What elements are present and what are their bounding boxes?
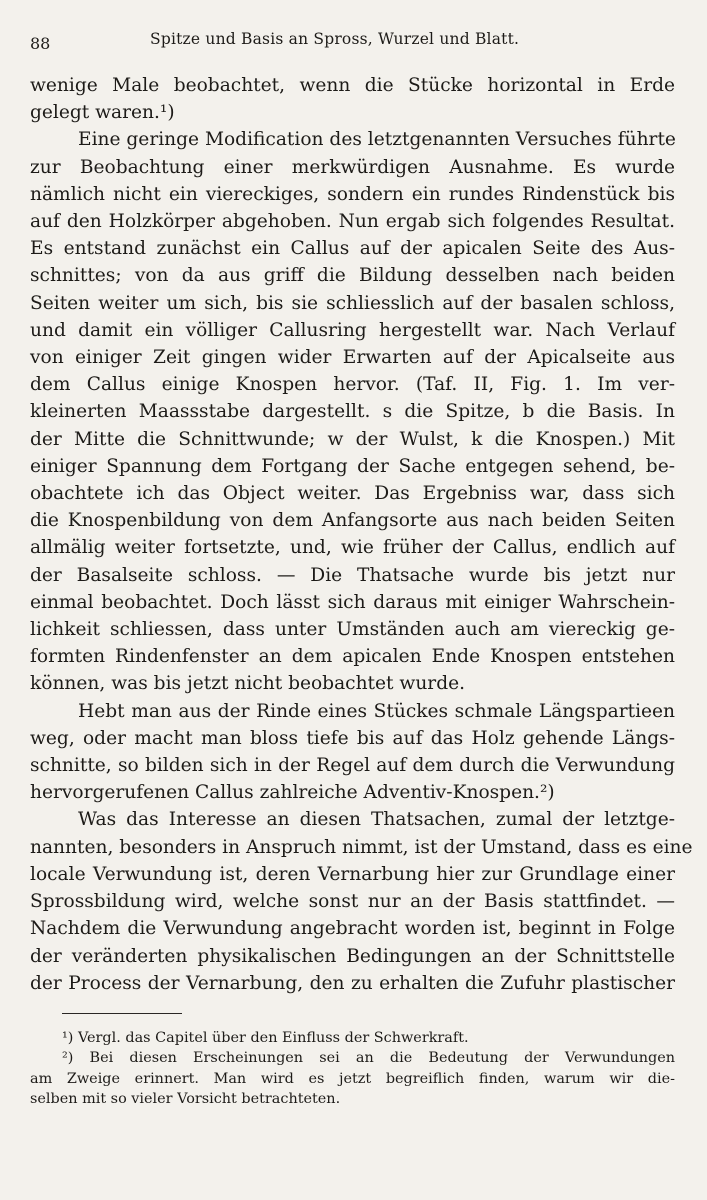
text-line: hervorgerufenen Callus zahlreiche Adventiv-Knospen.²) <box>30 782 555 804</box>
text-line: zur Beobachtung einer merkwürdigen Ausnahme. Es wurde <box>30 156 675 178</box>
text-line: kleinerten Maassstabe dargestellt. s die Spitze, b die Basis. In <box>30 401 675 423</box>
text-line: Was das Interesse an diesen Thatsachen, zumal der letztge- <box>78 809 675 831</box>
text-line: Sprossbildung wird, welche sonst nur an der Basis stattfindet. — <box>30 891 675 913</box>
text-line: der Mitte die Schnittwunde; w der Wulst, k die Knospen.) Mit <box>30 428 675 450</box>
text-line: von einiger Zeit gingen wider Erwarten auf der Apicalseite aus <box>30 347 675 369</box>
text-line: schnitte, so bilden sich in der Regel auf dem durch die Verwundung <box>30 755 675 777</box>
text-line: einmal beobachtet. Doch lässt sich daraus mit einiger Wahrschein- <box>30 591 675 613</box>
footnotes <box>30 1028 675 1110</box>
text-line: formten Rindenfenster an dem apicalen Ende Knospen entstehen <box>30 646 675 668</box>
page-number: 88 <box>30 34 51 53</box>
text-line: obachtete ich das Object weiter. Das Ergebniss war, dass sich <box>30 483 675 505</box>
text-line: und damit ein völliger Callusring hergestellt war. Nach Verlauf <box>30 319 675 341</box>
text-line: dem Callus einige Knospen hervor. (Taf. II, Fig. 1. Im ver- <box>30 374 675 396</box>
text-line: wenige Male beobachtet, wenn die Stücke horizontal in Erde <box>30 75 675 96</box>
text-line: locale Verwundung ist, deren Vernarbung hier zur Grundlage einer <box>30 863 675 885</box>
text-line: können, was bis jetzt nicht beobachtet wurde. <box>30 673 466 695</box>
text-line: allmälig weiter fortsetzte, und, wie früher der Callus, endlich auf <box>30 537 675 559</box>
text-line: weg, oder macht man bloss tiefe bis auf das Holz gehende Längs- <box>30 727 675 749</box>
footnote-line: ²) Bei diesen Erscheinungen sei an die Bedeutung der Verwundungen <box>62 1050 675 1067</box>
footnote-line: selben mit so vieler Vorsicht betrachteten. <box>30 1091 341 1108</box>
text-line: der veränderten physikalischen Bedingungen an der Schnittstelle <box>30 945 675 967</box>
footnote-line: ¹) Vergl. das Capitel über den Einfluss der Schwerkraft. <box>62 1029 469 1046</box>
text-line: Hebt man aus der Rinde eines Stückes schmale Längspartieen <box>78 700 675 722</box>
footnote-rule <box>62 1013 182 1014</box>
page-header <box>30 30 675 60</box>
text-line: nämlich nicht ein viereckiges, sondern ein rundes Rindenstück bis <box>30 183 675 205</box>
body-text <box>30 72 693 997</box>
text-line: einiger Spannung dem Fortgang der Sache entgegen sehend, be- <box>30 455 675 477</box>
text-line: gelegt waren.¹) <box>30 102 175 124</box>
text-line: Es entstand zunächst ein Callus auf der apicalen Seite des Aus- <box>30 238 675 260</box>
text-line: nannten, besonders in Anspruch nimmt, ist der Umstand, dass es eine <box>30 836 693 858</box>
text-line: der Process der Vernarbung, den zu erhalten die Zufuhr plastischer <box>30 972 675 994</box>
text-line: Nachdem die Verwundung angebracht worden ist, beginnt in Folge <box>30 918 675 940</box>
text-line: Seiten weiter um sich, bis sie schliesslich auf der basalen schloss, <box>30 292 675 314</box>
text-line: Eine geringe Modification des letztgenannten Versuches führte <box>78 129 676 151</box>
text-line: lichkeit schliessen, dass unter Umständen auch am viereckig ge- <box>30 619 675 641</box>
running-title: Spitze und Basis an Spross, Wurzel und Blatt. <box>150 30 520 48</box>
text-line: die Knospenbildung von dem Anfangsorte aus nach beiden Seiten <box>30 510 675 532</box>
text-line: auf den Holzkörper abgehoben. Nun ergab sich folgendes Resultat. <box>30 211 675 233</box>
text-line: der Basalseite schloss. — Die Thatsache wurde bis jetzt nur <box>30 564 675 586</box>
text-line: schnittes; von da aus griff die Bildung desselben nach beiden <box>30 265 675 287</box>
footnote-line: am Zweige erinnert. Man wird es jetzt begreiflich finden, warum wir die- <box>30 1070 675 1087</box>
